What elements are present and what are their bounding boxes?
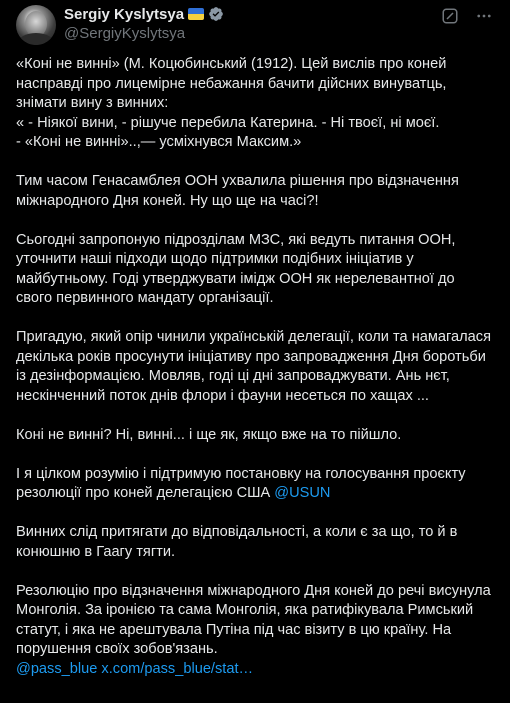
more-icon[interactable] bbox=[474, 6, 494, 26]
paragraph-quote: «Коні не винні» (М. Коцюбинський (1912). Цей вислів про коней насправді про лицемірне небажання бачити дійсних винуватць, знімати вину з винних: « - Ніякої вини, - рішуче перебила Катерина. - Ні твоєї, ні моєї. - «Коні не винні»..,— усміхнувся Максим.» bbox=[16, 56, 447, 150]
paragraph-usun bbox=[16, 465, 494, 504]
paragraph-mongolia: Резолюцію про відзначення міжнародного Дня коней до речі висунула Монголія. За іронією та сама Монголія, яка ратифікувала Римський статут, і яка не арештувала Путіна під час візиту в цю країну. На порушення своїх зобов'язань. bbox=[16, 582, 491, 657]
footer-links bbox=[16, 660, 494, 680]
paragraph-usun-text: І я цілком розумію і підтримую постановку на голосування проєкту резолюції про коней делегацією США bbox=[16, 465, 466, 501]
verified-badge-icon[interactable] bbox=[208, 6, 224, 22]
author-names bbox=[64, 4, 224, 42]
paragraph-recall: Пригадую, який опір чинили українській делегації, коли та намагалася декілька років просунути ініціативу про запровадження Дня боротьби із дезінформацією. Мовляв, годі ці дні запроваджувати. Ань нєт, нескінченний поток днів флори і фауни несеться по хащах ... bbox=[16, 329, 491, 404]
paragraph-mfa: Сьогодні запропоную підрозділам МЗС, які ведуть питання ООН, уточнити наші підходи щодо підтримки подібних ініціатив у майбутньому. Годі утверджувати імідж ООН як нерелевантної до свого первинного мандату організації. bbox=[16, 231, 456, 306]
avatar-shoulders bbox=[18, 33, 54, 45]
avatar[interactable] bbox=[16, 5, 56, 45]
paragraph-horses-guilty: Коні не винні? Ні, винні... і ще як, якщо вже на то пійшло. bbox=[16, 426, 402, 443]
name-row bbox=[64, 4, 224, 24]
ukraine-flag-icon bbox=[188, 8, 204, 20]
paragraph-hague: Винних слід притягати до відповідальності, а коли є за що, то й в конюшню в Гаагу тягти. bbox=[16, 524, 458, 560]
author-handle[interactable]: @SergiyKyslytsya bbox=[64, 25, 186, 42]
tweet-body bbox=[16, 55, 494, 679]
grok-icon[interactable] bbox=[440, 6, 460, 26]
paragraph-un-decision: Тим часом Генасамблея ООН ухвалила рішення про відзначення міжнародного Дня коней. Ну що ще на часі?! bbox=[16, 173, 459, 209]
display-name[interactable]: Sergiy Kyslytsya bbox=[64, 5, 185, 23]
mention-usun-link[interactable]: @USUN bbox=[274, 485, 331, 501]
header-actions bbox=[440, 6, 494, 26]
mention-pass-blue-link[interactable]: @pass_blue bbox=[16, 660, 98, 677]
tweet-header bbox=[16, 0, 494, 52]
external-url-link[interactable]: x.com/pass_blue/stat… bbox=[101, 660, 254, 677]
